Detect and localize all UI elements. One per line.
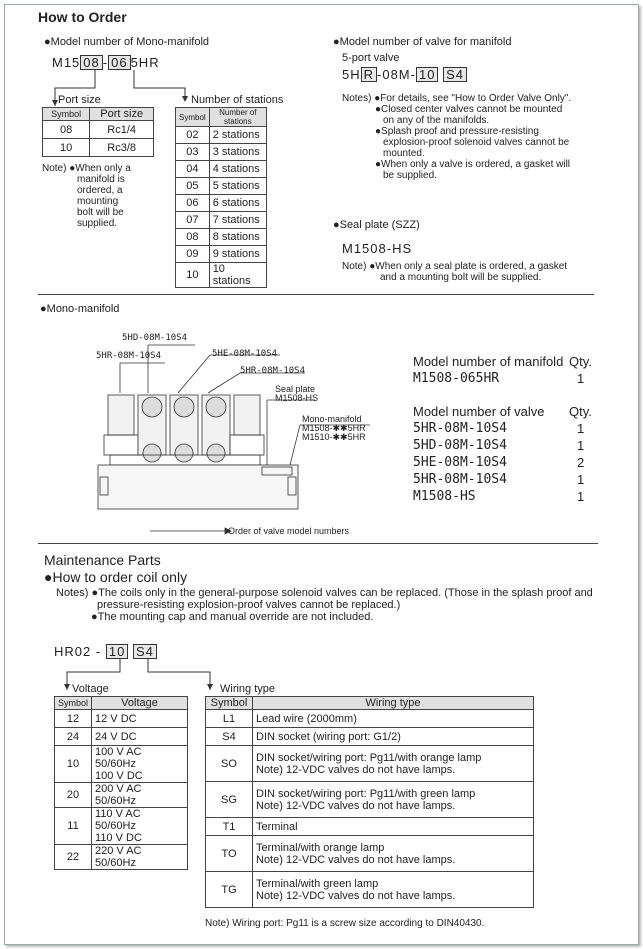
valve-notes: Notes) ●For details, see "How to Order Valve Only". ●Closed center valves cannot be mounted on any of the manifolds. ●Splash proof and pressure-resisting explosion-proof solenoid valves cannot be mounted. ●When only a valve is ordered, a gasket will be supplied. bbox=[342, 93, 572, 181]
table-row: 02 2 stations bbox=[176, 127, 267, 144]
seal-note: Note) ●When only a seal plate is ordered, a gasket and a mounting bolt will be supplied. bbox=[342, 261, 568, 283]
callout-seal-plate: Seal plate bbox=[275, 384, 316, 394]
seal-plate-label: ●Seal plate (SZZ) bbox=[333, 219, 420, 231]
valve-qty: 1 bbox=[577, 472, 585, 487]
table-row: L1 Lead wire (2000mm) bbox=[206, 710, 534, 728]
section-title-how-to-order: How to Order bbox=[38, 9, 127, 25]
port-size-table bbox=[42, 107, 154, 157]
valve-model: M1508-HS bbox=[413, 489, 476, 504]
table-row: S4 DIN socket (wiring port: G1/2) bbox=[206, 728, 534, 746]
voltage-table bbox=[54, 696, 188, 870]
callout-m1508: M1508-✱✱5HR bbox=[302, 423, 366, 433]
wiring-label: Wiring type bbox=[220, 683, 276, 695]
valve-model: 5HD-08M-10S4 bbox=[413, 438, 507, 453]
stations-label: Number of stations bbox=[191, 94, 284, 106]
table-row: 06 6 stations bbox=[176, 195, 267, 212]
seal-code: M1508-HS bbox=[342, 241, 413, 256]
col-header: Symbol bbox=[43, 108, 90, 121]
manifold-head: Model number of manifold bbox=[413, 354, 564, 369]
callout-m1510: M1510-✱✱5HR bbox=[302, 432, 366, 442]
qty-head: Qty. bbox=[569, 354, 592, 369]
callout-5hr-right: 5HR-08M-10S4 bbox=[240, 366, 306, 376]
manifold-qty: 1 bbox=[577, 371, 585, 386]
table-row: 08 8 stations bbox=[176, 229, 267, 246]
callout-mono: Mono-manifold bbox=[302, 414, 362, 424]
footnote: Note) Wiring port: Pg11 is a screw size according to DIN40430. bbox=[205, 918, 485, 929]
table-row: 10 Rc3/8 bbox=[43, 139, 154, 157]
divider bbox=[38, 543, 598, 544]
callout-5hd: 5HD-08M-10S4 bbox=[122, 333, 188, 343]
col-header: Number of stations bbox=[209, 108, 266, 127]
table-row: 09 9 stations bbox=[176, 246, 267, 263]
table-row: T1 Terminal bbox=[206, 818, 534, 836]
manifold-note: Note) ●When only a manifold is ordered, a mounting bolt will be supplied. bbox=[42, 163, 131, 229]
col-header: Port size bbox=[90, 108, 154, 121]
divider bbox=[38, 294, 594, 295]
valve-qty: 1 bbox=[577, 489, 585, 504]
table-row: SO DIN socket/wiring port: Pg11/with orange lamp Note) 12-VDC valves do not have lamps. bbox=[206, 746, 534, 782]
coil-subtitle: ●How to order coil only bbox=[44, 569, 188, 585]
table-row: SG DIN socket/wiring port: Pg11/with green lamp Note) 12-VDC valves do not have lamps. bbox=[206, 782, 534, 818]
col-header: Voltage bbox=[92, 697, 188, 710]
table-row: 20 200 V AC 50/60Hz bbox=[55, 783, 188, 808]
table-row: 04 4 stations bbox=[176, 161, 267, 178]
col-header: Symbol bbox=[55, 697, 92, 710]
table-row: TG Terminal/with green lamp Note) 12-VDC valves do not have lamps. bbox=[206, 872, 534, 908]
table-row: 10 100 V AC 50/60Hz 100 V DC bbox=[55, 746, 188, 783]
manifold-code: M15 08 - 06 5HR bbox=[52, 55, 160, 70]
valve-head: Model number of valve bbox=[413, 404, 545, 419]
table-row: 05 5 stations bbox=[176, 178, 267, 195]
table-row: 11 110 V AC 50/60Hz 110 V DC bbox=[55, 808, 188, 845]
valve-model: 5HR-08M-10S4 bbox=[413, 472, 507, 487]
mono-manifold-label: ●Model number of Mono-manifold bbox=[44, 36, 210, 48]
coil-code: HR02 - 10 S4 bbox=[54, 644, 157, 659]
table-row: 24 24 V DC bbox=[55, 728, 188, 746]
wiring-table bbox=[205, 696, 534, 908]
maintenance-title: Maintenance Parts bbox=[44, 552, 161, 568]
voltage-label: Voltage bbox=[72, 683, 109, 695]
callout-seal-code: M1508-HS bbox=[275, 393, 319, 403]
col-header: Symbol bbox=[176, 108, 210, 127]
maintenance-notes: Notes) ●The coils only in the general-purpose solenoid valves can be replaced. (Those in the splash proof and pressure-resisting explosion-proof valves cannot be replaced.) ●The mounting cap and manual override are not included. bbox=[56, 587, 593, 623]
five-port-label: 5-port valve bbox=[342, 52, 400, 64]
table-row: 07 7 stations bbox=[176, 212, 267, 229]
valve-model: 5HE-08M-10S4 bbox=[413, 455, 507, 470]
callout-5he: 5HE-08M-10S4 bbox=[212, 349, 278, 359]
table-row: 22 220 V AC 50/60Hz bbox=[55, 845, 188, 870]
valve-qty: 1 bbox=[577, 438, 585, 453]
callout-5hr-left: 5HR-08M-10S4 bbox=[96, 351, 162, 361]
valve-qty: 2 bbox=[577, 455, 585, 470]
valve-model: 5HR-08M-10S4 bbox=[413, 421, 507, 436]
manifold-model: M1508-065HR bbox=[413, 371, 500, 386]
valve-qty: 1 bbox=[577, 421, 585, 436]
valve-code: 5H R -08M- 10 S4 bbox=[342, 67, 467, 82]
mono-manifold-title: ●Mono-manifold bbox=[40, 303, 120, 315]
callout-order: Order of valve model numbers bbox=[228, 526, 350, 536]
table-row: TO Terminal/with orange lamp Note) 12-VDC valves do not have lamps. bbox=[206, 836, 534, 872]
stations-table bbox=[175, 107, 267, 288]
table-row: 12 12 V DC bbox=[55, 710, 188, 728]
table-row: 03 3 stations bbox=[176, 144, 267, 161]
valve-label: ●Model number of valve for manifold bbox=[333, 36, 512, 48]
col-header: Symbol bbox=[206, 697, 253, 710]
qty-head-2: Qty. bbox=[569, 404, 592, 419]
col-header: Wiring type bbox=[253, 697, 534, 710]
port-size-label: Port size bbox=[58, 94, 101, 106]
table-row: 10 10 stations bbox=[176, 263, 267, 288]
table-row: 08 Rc1/4 bbox=[43, 121, 154, 139]
